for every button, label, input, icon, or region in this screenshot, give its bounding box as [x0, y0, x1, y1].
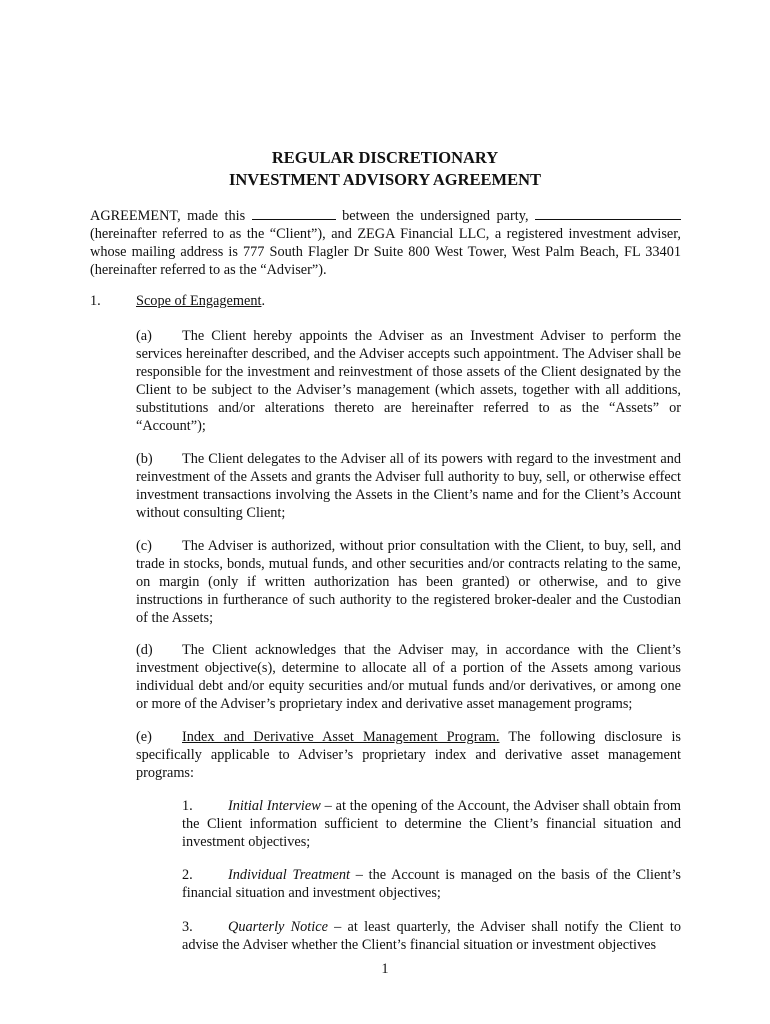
intro-text-3: (hereinafter referred to as the “Client”), and ZEGA Financial LLC, a registered investment adviser, whose mailing address is 777 South Flagler Dr Suite 800 West Tower, West Palm Beach, FL 33401 (hereinafter referred to as the “Adviser”).: [90, 226, 681, 278]
subitem-2: [182, 866, 681, 902]
document-title-line-2: INVESTMENT ADVISORY AGREEMENT: [228, 170, 542, 189]
clause-text: The Client delegates to the Adviser all of its powers with regard to the investment and reinvestment of the Assets and grants the Adviser full authority to buy, sell, or otherwise effect investment transactions involving the Assets in the Client’s name and for the Client’s Account without consulting Client;: [136, 451, 681, 521]
subitem-text: – at least quarterly, the Adviser shall notify the Client to advise the Adviser whether the Client’s financial situation or investment objectives: [182, 919, 681, 953]
section-title-period: .: [261, 293, 266, 309]
party-name-blank-field: [535, 206, 681, 220]
clause-b: [136, 450, 681, 522]
clause-label: (e): [136, 729, 152, 745]
intro-text-1: AGREEMENT, made this: [90, 208, 246, 224]
subitem-3: [182, 918, 681, 954]
clause-text: The Client hereby appoints the Adviser as an Investment Adviser to perform the services hereinafter described, and the Adviser accepts such appointment. The Adviser shall be responsible for the investment and reinvestment of those assets of the Client designated by the Client to be subject to the Adviser’s management (which assets, together with all additions, substitutions and/or alterations thereto are hereinafter referred to as the “Assets” or “Account”);: [136, 328, 681, 434]
clause-text: The following disclosure is specifically applicable to Adviser’s proprietary index and derivative asset management programs:: [136, 729, 681, 781]
subitem-term: Initial Interview: [228, 798, 321, 814]
intro-text-2: between the undersigned party,: [342, 208, 529, 224]
section-1-heading: [90, 292, 681, 310]
clause-e: [136, 728, 681, 782]
subitem-term: Individual Treatment: [228, 867, 350, 883]
clause-label: (b): [136, 451, 153, 467]
clause-text: The Client acknowledges that the Adviser may, in accordance with the Client’s investment objective(s), determine to allocate all of a portion of the Assets among various individual debt and/or equity securities and/or mutual funds and/or derivatives, or among one or more of the Adviser’s proprietary index and derivative asset management programs;: [136, 642, 681, 712]
intro-paragraph: [90, 206, 681, 279]
clause-text: The Adviser is authorized, without prior consultation with the Client, to buy, sell, and trade in stocks, bonds, mutual funds, and other securities and/or contracts relating to the same, on margin (only if written authorization has been granted) or otherwise, and to give instructions in furtherance of such authority to the registered broker-dealer and the Custodian of the Assets;: [136, 538, 681, 626]
clause-label: (d): [136, 642, 153, 658]
date-blank-field: [252, 206, 336, 220]
subitem-number: 2.: [182, 867, 193, 883]
subitem-number: 1.: [182, 798, 193, 814]
section-title: Scope of Engagement: [136, 293, 262, 309]
section-number: 1.: [90, 293, 101, 309]
clause-label: (c): [136, 538, 152, 554]
subitem-1: [182, 797, 681, 851]
page-number: 1: [381, 961, 389, 977]
clause-c: [136, 537, 681, 627]
clause-label: (a): [136, 328, 152, 344]
document-title-line-1: REGULAR DISCRETIONARY: [271, 148, 499, 167]
subitem-number: 3.: [182, 919, 193, 935]
clause-heading: Index and Derivative Asset Management Program.: [182, 729, 500, 745]
subitem-term: Quarterly Notice: [228, 919, 328, 935]
clause-a: [136, 327, 681, 435]
clause-d: [136, 641, 681, 713]
subitem-text: – the Account is managed on the basis of the Client’s financial situation and investment objectives;: [182, 867, 681, 901]
subitem-text: – at the opening of the Account, the Adviser shall obtain from the Client information sufficient to determine the Client’s financial situation and investment objectives;: [182, 798, 682, 850]
